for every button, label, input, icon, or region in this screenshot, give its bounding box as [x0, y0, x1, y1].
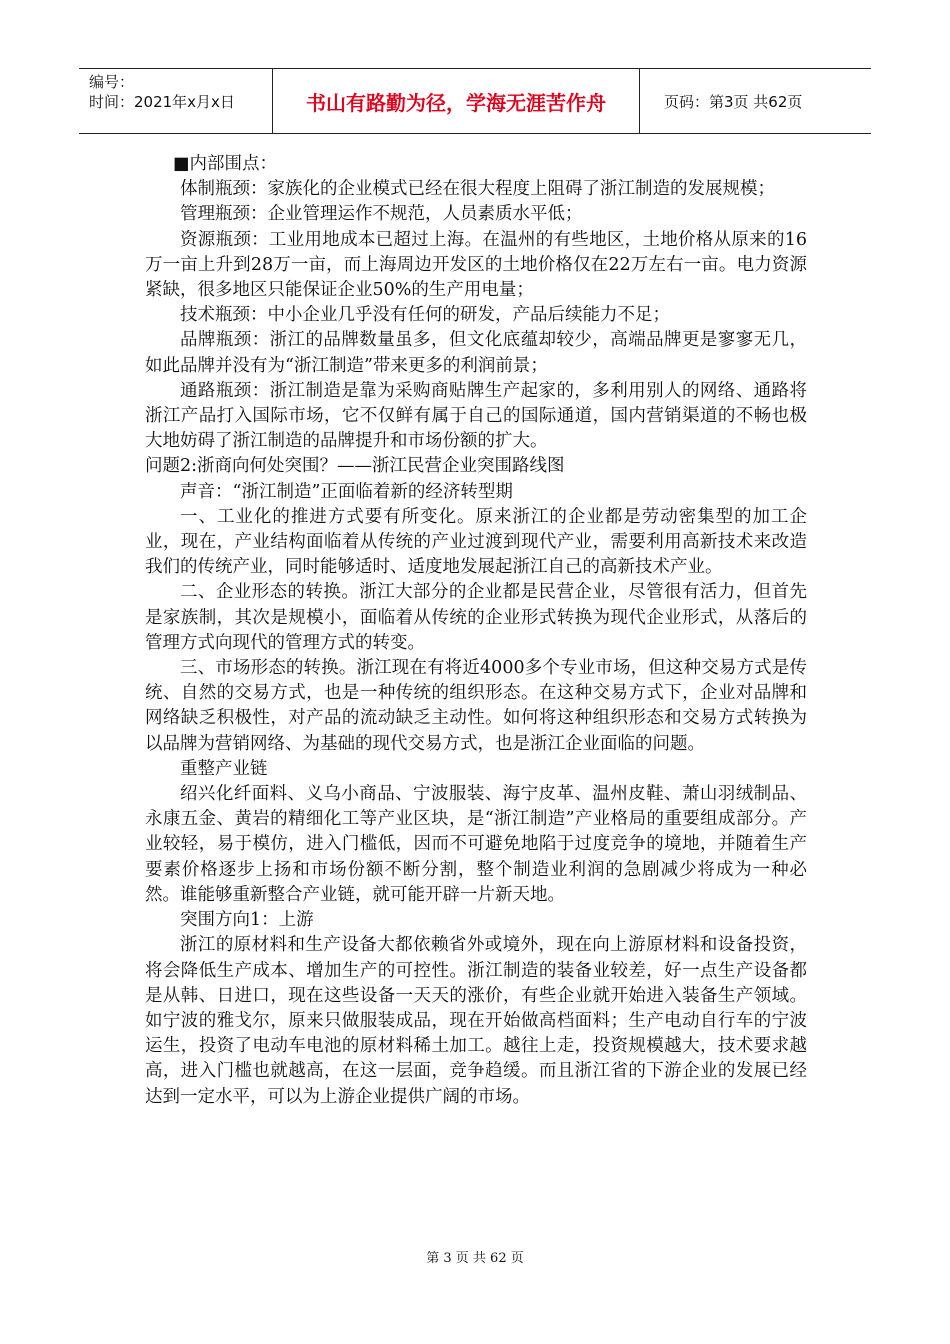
paragraph-voice: 声音：“浙江制造”正面临着新的经济转型期 [180, 481, 513, 502]
paragraph-management-bottleneck: 管理瓶颈：企业管理运作不规范，人员素质水平低； [180, 204, 583, 225]
subheading-direction-1: 突围方向1：上游 [180, 910, 314, 931]
page-footer: 第 3 页 共 62 页 [426, 1251, 524, 1266]
paragraph-system-bottleneck: 体制瓶颈：家族化的企业模式已经在很大程度上阻碍了浙江制造的发展规模； [180, 179, 775, 200]
subheading-restructure: 重整产业链 [180, 758, 268, 779]
header-motto: 书山有路勤为径，学海无涯苦作舟 [272, 69, 640, 133]
paragraph-point-3: 三、市场形态的转换。浙江现在有将近4000多个专业市场，但这种交易方式是传统、自然的交易方式，也是一种传统的组织形态。在这种交易方式下，企业对品牌和网络缺乏积极性，对产品的流动缺乏主动性。如何将这种组织形态和交易方式转换为以品牌为营销网络、为基础的现代交易方式，也是浙江企业面临的问题。 [145, 658, 807, 754]
page-header [79, 68, 871, 134]
paragraph-tech-bottleneck: 技术瓶颈：中小企业几乎没有任何的研发，产品后续能力不足； [180, 305, 670, 326]
paragraph-channel-bottleneck: 通路瓶颈：浙江制造是靠为采购商贴牌生产起家的，多利用别人的网络、通路将浙江产品打入国际市场，它不仅鲜有属于自己的国际通道，国内营销渠道的不畅也极大地妨碍了浙江制造的品牌提升和市场份额的扩大。 [145, 380, 807, 452]
paragraph-resource-bottleneck: 资源瓶颈：工业用地成本已超过上海。在温州的有些地区，土地价格从原来的16万一亩上升到28万一亩，而上海周边开发区的土地价格仅在22万左右一亩。电力资源紧缺，很多地区只能保证企业50%的生产用电量； [145, 229, 807, 301]
paragraph-brand-bottleneck: 品牌瓶颈：浙江的品牌数量虽多，但文化底蕴却较少，高端品牌更是寥寥无几，如此品牌并没有为“浙江制造”带来更多的利润前景； [145, 330, 807, 376]
document-body [145, 152, 807, 1110]
paragraph-point-1: 一、工业化的推进方式要有所变化。原来浙江的企业都是劳动密集型的加工企业，现在，产业结构面临着从传统的产业过渡到现代产业，需要利用高新技术来改造我们的传统产业，同时能够适时、适度地发展起浙江自己的高新技术产业。 [145, 506, 807, 578]
serial-label: 编号： [89, 73, 135, 91]
paragraph-upstream: 浙江的原材料和生产设备大都依赖省外或境外，现在向上游原材料和设备投资，将会降低生产成本、增加生产的可控性。浙江制造的装备业较差，好一点生产设备都是从韩、日进口，现在这些设备一天天的涨价，有些企业就开始进入装备生产领域。如宁波的雅戈尔，原来只做服装成品，现在开始做高档面料；生产电动自行车的宁波运生，投资了电动车电池的原材料稀土加工。越往上走，投资规模越大，技术要求越高，进入门槛也就越高，在这一层面，竞争趋缓。而且浙江省的下游企业的发展已经达到一定水平，可以为上游企业提供广阔的市场。 [145, 935, 807, 1107]
paragraph-industry-blocks: 绍兴化纤面料、义乌小商品、宁波服装、海宁皮革、温州皮鞋、萧山羽绒制品、永康五金、黄岩的精细化工等产业区块，是“浙江制造”产业格局的重要组成部分。产业较轻，易于模仿，进入门槛低，因而不可避免地陷于过度竞争的境地，并随着生产要素价格逐步上扬和市场份额不断分割，整个制造业利润的急剧减少将成为一种必然。谁能够重新整合产业链，就可能开辟一片新天地。 [145, 784, 807, 905]
question-heading: 问题2:浙商向何处突围？——浙江民营企业突围路线图 [145, 456, 565, 477]
time-label: 时间：2021年x月x日 [89, 93, 235, 111]
header-page-info: 页码：第3页 共62页 [664, 92, 803, 111]
header-meta [89, 72, 235, 112]
paragraph-point-2: 二、企业形态的转换。浙江大部分的企业都是民营企业，尽管很有活力，但首先是家族制，其次是规模小，面临着从传统的企业形式转换为现代企业形式，从落后的管理方式向现代的管理方式的转变。 [145, 582, 807, 653]
section-heading-internal: ■内部围点： [173, 154, 278, 174]
